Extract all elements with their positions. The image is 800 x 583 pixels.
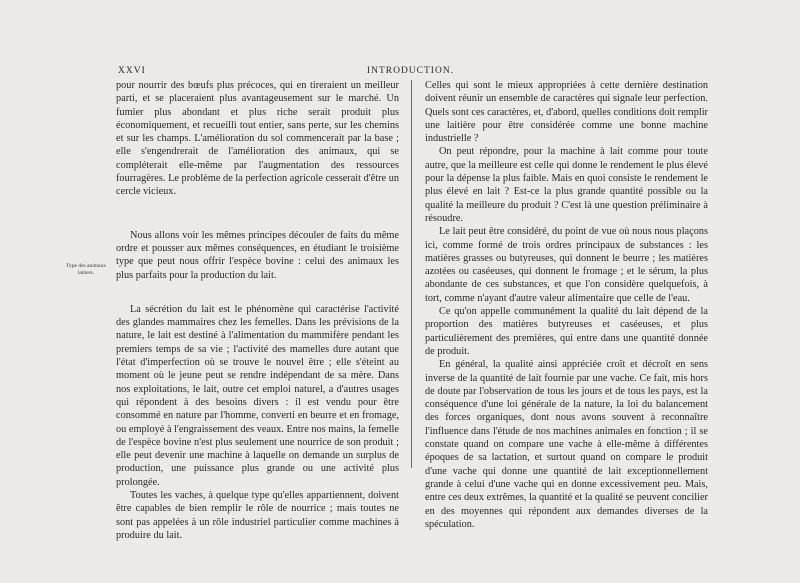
paragraph: Le lait peut être considéré, du point de vue où nous nous plaçons ici, comme formé de trois ordres principaux de substances : les matières grasses ou butyreuses, qui donnent le beurre ; les matières azotées ou caséeuses, qui donnent le fromage ; et le sérum, la plus abondante de ces substances, et que l'on considère quelquefois, à tort, comme n'ayant d'autre valeur alimentaire que celle de l'eau. [425,226,708,304]
page-number: XXVI [118,66,146,76]
left-column [116,79,399,542]
paragraph: Ce qu'on appelle communément la qualité du lait dépend de la proportion des matières butyreuses et caséeuses, et plus particulièrement des premières, qui entre dans une quantité donnée de produit. [425,306,708,357]
margin-note: Type des animaux laitiers. [66,263,106,276]
paragraph-gap [116,282,399,303]
paragraph: En général, la qualité ainsi appréciée croît et décroît en sens inverse de la quantité de lait fournie par une vache. Ce fait, mis hors de doute par l'observation de tous les jours et de tous les pays, est la conséquence d'une loi générale de la nature, la loi du balancement des forces organiques, dont nous avons souvent à reconnaître l'influence dans l'étude de nos machines animales en fonction ; il se constate quand on compare une vache à elle-même à différentes époques de sa lactation, et surtout quand on compare le produit d'une vache qui donne une quantité de lait exceptionnellement grande à celui d'une vache qui en donne excessivement peu. Mais, entre ces deux extrêmes, la quantité et la qualité se peuvent concilier en des moyennes qui répondent aux demandes diverses de la spéculation. [425,359,708,530]
paragraph-gap [116,199,399,229]
paragraph: Nous allons voir les mêmes principes découler de faits du même ordre et pousser aux mêmes conséquences, en étudiant le troisième type que peut nous offrir l'espèce bovine : celui des animaux les plus parfaits pour la production du lait. [116,229,399,281]
running-title: INTRODUCTION. [366,66,455,76]
paragraph: Celles qui sont le mieux appropriées à cette dernière destination doivent réunir un ensemble de caractères qui signale leur perfection. Quels sont ces caractères, et, d'abord, quelles conditions doit remplir une laitière pour être considérée comme une bonne machine industrielle ? [425,80,708,145]
paragraph: Toutes les vaches, à quelque type qu'elles appartiennent, doivent être capables de bien remplir le rôle de nourrice ; mais toutes ne sont pas appelées à un rôle industriel particulier comme machines à produire du lait. [116,490,399,541]
paragraph: pour nourrir des bœufs plus précoces, qui en tireraient un meilleur parti, et se placeraient plus avantageusement sur le marché. Un fumier plus abondant et plus riche serait produit plus économiquement, et recueilli tout entier, sans perte, sur les chemins et sur les champs. L'amélioration du sol commencerait par la base ; elle s'engendrerait de l'amélioration des animaux, qui se compléterait elle-même par l'augmentation des ressources fourragères. Le problème de la perfection agricole cesserait d'être un cercle vicieux. [116,80,399,198]
column-divider [411,80,412,468]
paragraph: On peut répondre, pour la machine à lait comme pour toute autre, que la meilleure est celle qui donne le rendement le plus élevé pour la dépense la plus faible. Mais en quoi consiste le rendement le plus élevé en lait ? Est-ce la plus grande quantité possible ou la qualité la meilleure du produit ? C'est là une question préliminaire à résoudre. [425,146,708,224]
page-header [118,66,703,80]
right-column [425,79,708,531]
paragraph: La sécrétion du lait est le phénomène qui caractérise l'activité des glandes mammaires chez les femelles. Dans les prévisions de la nature, le lait est destiné à l'alimentation du mammifère pendant les premiers temps de sa vie ; l'activité des mamelles dure autant que l'état d'imperfection où se trouve le nouvel être ; elle s'éteint au moment où le jeune peut se rendre indépendant de sa mère. Dans nos exploitations, le lait, outre cet emploi naturel, a d'autres usages qui répondent à des besoins divers : il est vendu pour être consommé en nature par l'homme, converti en beurre et en fromage, ou employé à l'engraissement des veaux. Entre nos mains, la femelle de l'espèce bovine n'est plus seulement une nourrice de son produit ; elle peut devenir une machine à laquelle on demande un surplus de production, une puissance plus grande ou une activité plus prolongée. [116,303,399,488]
